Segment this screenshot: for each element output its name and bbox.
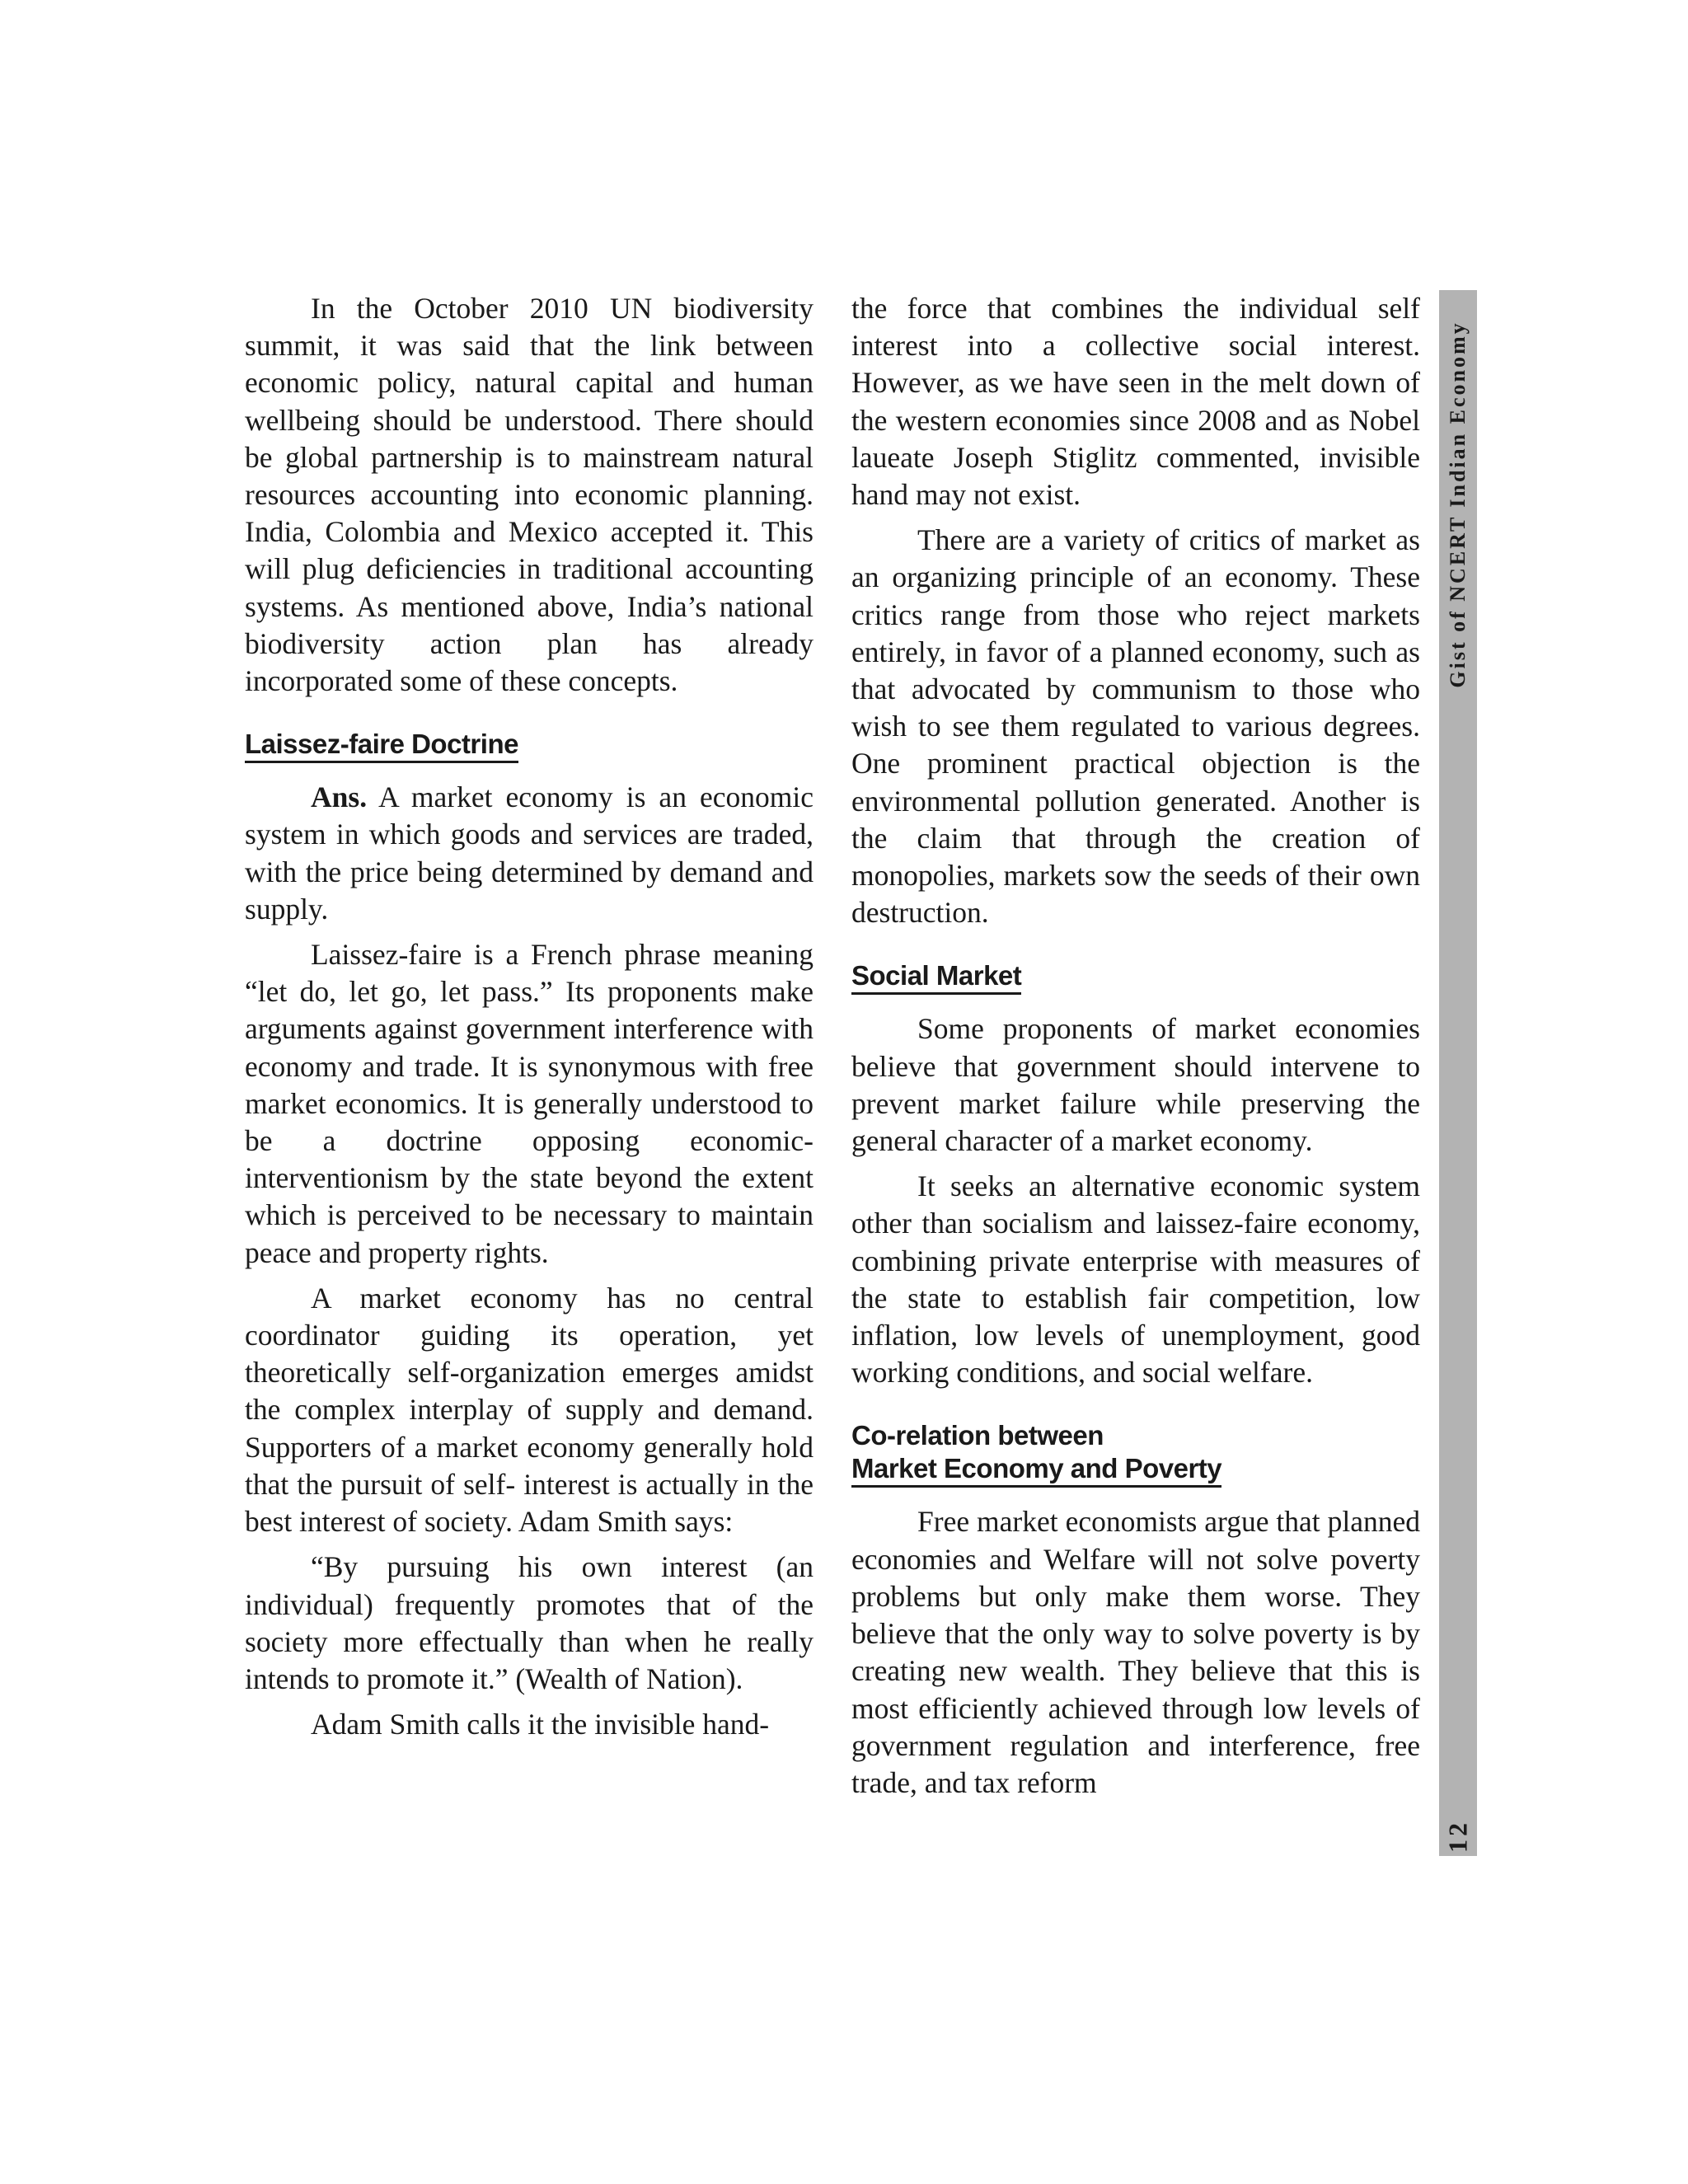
paragraph: A market economy has no central coordinator guiding its operation, yet theoretically self-organization emerges amidst the complex interplay of supply and demand. Supporters of a market economy generally hold that the pursuit of self- interest is actually in the best interest of society. Adam Smith says: <box>245 1281 814 1539</box>
paragraph: Some proponents of market economies believe that government should intervene to prevent market failure while preserving the general character of a market economy. <box>851 1012 1420 1158</box>
section-heading <box>851 1419 1420 1485</box>
section-heading-text: Social Market <box>851 960 1021 995</box>
right-column <box>851 290 1420 1810</box>
paragraph: In the October 2010 UN biodiversity summit, it was said that the link between economic policy, natural capital and human wellbeing should be understood. There should be global partnership is to mainstream natural resources accounting into economic planning. India, Colombia and Mexico accepted it. This will plug deficiencies in traditional accounting systems. As mentioned above, India’s national biodiversity action plan has already incorporated some of these concepts. <box>245 292 814 698</box>
paragraph <box>245 779 814 928</box>
section-heading-text: Laissez-faire Doctrine <box>245 729 518 763</box>
section-heading-line: Market Economy and Poverty <box>851 1453 1221 1488</box>
paragraph: Laissez-faire is a French phrase meaning “let do, let go, let pass.” Its proponents make arguments against government interference with economy and trade. It is synonymous with free market economics. It is generally understood to be a doctrine opposing economic-interventionism by the state beyond the extent which is perceived to be necessary to maintain peace and property rights. <box>245 938 814 1269</box>
section-heading-line: Co-relation between <box>851 1420 1104 1451</box>
paragraph: Free market economists argue that planned economies and Welfare will not solve poverty problems but only make them worse. They believe that the only way to solve poverty is by creating new wealth. They believe that this is most efficiently achieved through low levels of government regulation and interference, free trade, and tax reform <box>851 1505 1420 1799</box>
paragraph-text: A market economy is an economic system in which goods and services are traded, with the price being determined by demand and supply. <box>245 780 814 926</box>
paragraph: It seeks an alternative economic system other than socialism and laissez-faire economy, combining private enterprise with measures of the state to establish fair competition, low inflation, low levels of unemployment, good working conditions, and social welfare. <box>851 1169 1420 1390</box>
answer-label: Ans. <box>311 780 368 814</box>
quote-paragraph: “By pursuing his own interest (an individual) frequently promotes that of the society more effectually than when he really intends to promote it.” (Wealth of Nation). <box>245 1550 814 1695</box>
section-heading <box>851 959 1420 992</box>
left-column <box>245 290 814 1751</box>
paragraph: Adam Smith calls it the invisible hand- <box>311 1708 770 1741</box>
paragraph: the force that combines the individual self interest into a collective social interest. However, as we have seen in the melt down of the western economies since 2008 and as Nobel laueate Joseph Stiglitz commented, invisible hand may not exist. <box>851 292 1420 512</box>
section-heading <box>245 728 814 761</box>
running-title: Gist of NCERT Indian Economy <box>1446 321 1470 688</box>
page-number: 12 <box>1442 1820 1473 1853</box>
paragraph: There are a variety of critics of market as an organizing principle of an economy. These critics range from those who reject markets entirely, in favor of a planned economy, such as that advocated by communism to those who wish to see them regulated to various degrees. One prominent practical objection is the environmental pollution generated. Another is the claim that through the creation of monopolies, markets sow the seeds of their own destruction. <box>851 523 1420 930</box>
